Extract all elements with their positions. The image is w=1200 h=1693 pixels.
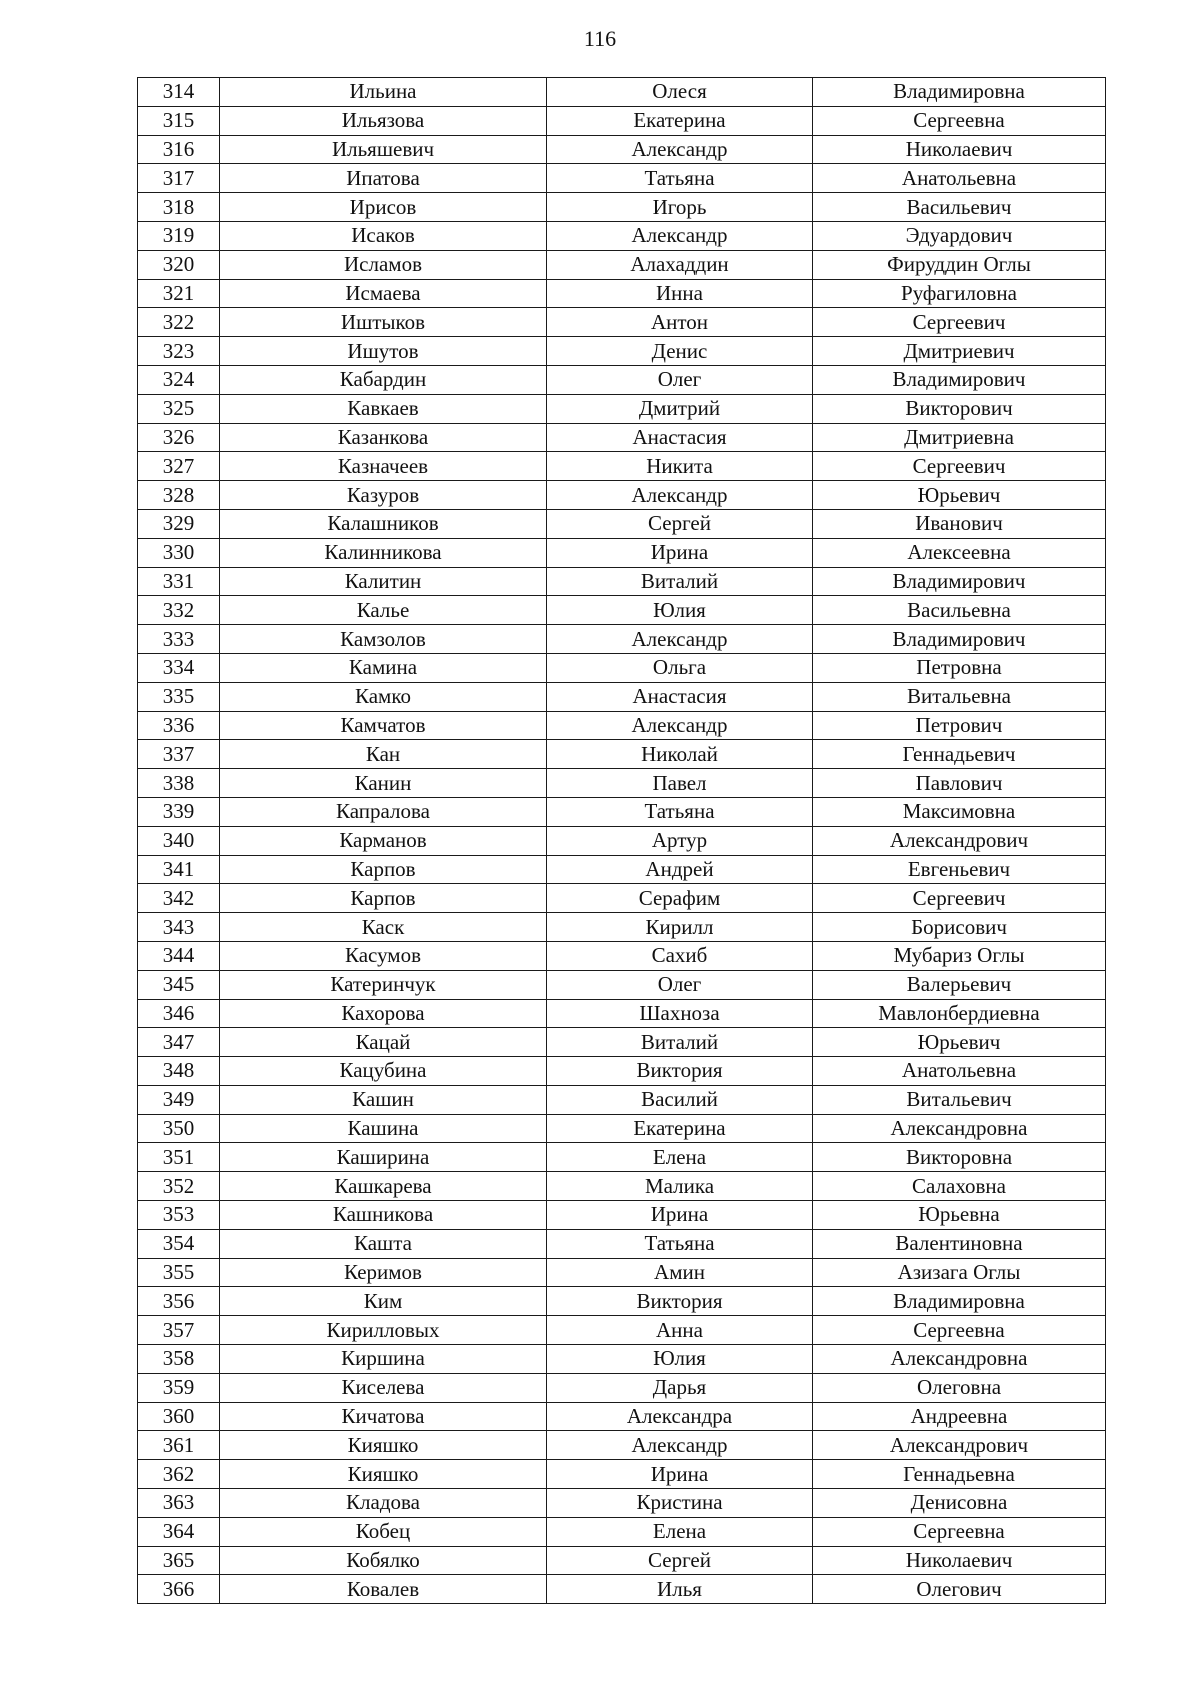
table-row bbox=[138, 509, 1106, 538]
surname-cell: Кашин bbox=[220, 1085, 547, 1114]
table-row bbox=[138, 970, 1106, 999]
surname-cell: Исламов bbox=[220, 250, 547, 279]
surname-cell: Кладова bbox=[220, 1489, 547, 1518]
surname-cell: Ильина bbox=[220, 78, 547, 107]
row-number-cell: 353 bbox=[138, 1201, 220, 1230]
patronymic-cell: Петровна bbox=[813, 653, 1106, 682]
table-row bbox=[138, 1373, 1106, 1402]
row-number-cell: 361 bbox=[138, 1431, 220, 1460]
first-name-cell: Татьяна bbox=[547, 797, 813, 826]
first-name-cell: Александра bbox=[547, 1402, 813, 1431]
surname-cell: Кичатова bbox=[220, 1402, 547, 1431]
row-number-cell: 318 bbox=[138, 193, 220, 222]
surname-cell: Камзолов bbox=[220, 625, 547, 654]
first-name-cell: Дарья bbox=[547, 1373, 813, 1402]
table-row bbox=[138, 999, 1106, 1028]
table-row bbox=[138, 596, 1106, 625]
row-number-cell: 319 bbox=[138, 221, 220, 250]
first-name-cell: Никита bbox=[547, 452, 813, 481]
row-number-cell: 323 bbox=[138, 337, 220, 366]
table-row bbox=[138, 106, 1106, 135]
table-row bbox=[138, 193, 1106, 222]
table-row bbox=[138, 682, 1106, 711]
patronymic-cell: Александровна bbox=[813, 1345, 1106, 1374]
row-number-cell: 365 bbox=[138, 1546, 220, 1575]
row-number-cell: 335 bbox=[138, 682, 220, 711]
row-number-cell: 356 bbox=[138, 1287, 220, 1316]
surname-cell: Катеринчук bbox=[220, 970, 547, 999]
table-row bbox=[138, 1517, 1106, 1546]
surname-cell: Каширина bbox=[220, 1143, 547, 1172]
first-name-cell: Татьяна bbox=[547, 1229, 813, 1258]
surname-cell: Казанкова bbox=[220, 423, 547, 452]
roster-body bbox=[138, 78, 1106, 1604]
first-name-cell: Олег bbox=[547, 365, 813, 394]
first-name-cell: Малика bbox=[547, 1172, 813, 1201]
surname-cell: Иштыков bbox=[220, 308, 547, 337]
table-row bbox=[138, 1114, 1106, 1143]
first-name-cell: Ирина bbox=[547, 538, 813, 567]
row-number-cell: 340 bbox=[138, 826, 220, 855]
table-row bbox=[138, 1489, 1106, 1518]
table-row bbox=[138, 797, 1106, 826]
table-row bbox=[138, 221, 1106, 250]
surname-cell: Кахорова bbox=[220, 999, 547, 1028]
table-row bbox=[138, 1057, 1106, 1086]
table-row bbox=[138, 1229, 1106, 1258]
row-number-cell: 338 bbox=[138, 769, 220, 798]
surname-cell: Ирисов bbox=[220, 193, 547, 222]
row-number-cell: 354 bbox=[138, 1229, 220, 1258]
surname-cell: Карпов bbox=[220, 884, 547, 913]
table-row bbox=[138, 826, 1106, 855]
surname-cell: Кобец bbox=[220, 1517, 547, 1546]
table-row bbox=[138, 1028, 1106, 1057]
patronymic-cell: Александрович bbox=[813, 1431, 1106, 1460]
patronymic-cell: Владимировна bbox=[813, 78, 1106, 107]
surname-cell: Касумов bbox=[220, 941, 547, 970]
row-number-cell: 339 bbox=[138, 797, 220, 826]
patronymic-cell: Сергеевич bbox=[813, 884, 1106, 913]
surname-cell: Казуров bbox=[220, 481, 547, 510]
patronymic-cell: Васильевич bbox=[813, 193, 1106, 222]
patronymic-cell: Юрьевич bbox=[813, 481, 1106, 510]
patronymic-cell: Сергеевич bbox=[813, 308, 1106, 337]
patronymic-cell: Васильевна bbox=[813, 596, 1106, 625]
first-name-cell: Елена bbox=[547, 1143, 813, 1172]
row-number-cell: 316 bbox=[138, 135, 220, 164]
patronymic-cell: Викторовна bbox=[813, 1143, 1106, 1172]
patronymic-cell: Геннадьевич bbox=[813, 740, 1106, 769]
surname-cell: Камина bbox=[220, 653, 547, 682]
first-name-cell: Александр bbox=[547, 221, 813, 250]
row-number-cell: 320 bbox=[138, 250, 220, 279]
row-number-cell: 314 bbox=[138, 78, 220, 107]
patronymic-cell: Николаевич bbox=[813, 1546, 1106, 1575]
row-number-cell: 350 bbox=[138, 1114, 220, 1143]
roster-table bbox=[137, 77, 1106, 1604]
row-number-cell: 362 bbox=[138, 1460, 220, 1489]
row-number-cell: 342 bbox=[138, 884, 220, 913]
row-number-cell: 317 bbox=[138, 164, 220, 193]
table-row bbox=[138, 653, 1106, 682]
patronymic-cell: Мавлонбердиевна bbox=[813, 999, 1106, 1028]
patronymic-cell: Иванович bbox=[813, 509, 1106, 538]
patronymic-cell: Геннадьевна bbox=[813, 1460, 1106, 1489]
surname-cell: Калинникова bbox=[220, 538, 547, 567]
first-name-cell: Николай bbox=[547, 740, 813, 769]
first-name-cell: Ольга bbox=[547, 653, 813, 682]
table-row bbox=[138, 567, 1106, 596]
surname-cell: Кобялко bbox=[220, 1546, 547, 1575]
first-name-cell: Андрей bbox=[547, 855, 813, 884]
patronymic-cell: Борисович bbox=[813, 913, 1106, 942]
row-number-cell: 337 bbox=[138, 740, 220, 769]
row-number-cell: 328 bbox=[138, 481, 220, 510]
row-number-cell: 315 bbox=[138, 106, 220, 135]
row-number-cell: 364 bbox=[138, 1517, 220, 1546]
first-name-cell: Сергей bbox=[547, 1546, 813, 1575]
table-row bbox=[138, 452, 1106, 481]
first-name-cell: Сахиб bbox=[547, 941, 813, 970]
first-name-cell: Ирина bbox=[547, 1460, 813, 1489]
patronymic-cell: Максимовна bbox=[813, 797, 1106, 826]
surname-cell: Ким bbox=[220, 1287, 547, 1316]
patronymic-cell: Эдуардович bbox=[813, 221, 1106, 250]
surname-cell: Калье bbox=[220, 596, 547, 625]
first-name-cell: Александр bbox=[547, 481, 813, 510]
first-name-cell: Александр bbox=[547, 625, 813, 654]
row-number-cell: 352 bbox=[138, 1172, 220, 1201]
table-row bbox=[138, 625, 1106, 654]
surname-cell: Ишутов bbox=[220, 337, 547, 366]
row-number-cell: 327 bbox=[138, 452, 220, 481]
table-row bbox=[138, 250, 1106, 279]
surname-cell: Киселева bbox=[220, 1373, 547, 1402]
first-name-cell: Юлия bbox=[547, 596, 813, 625]
patronymic-cell: Сергеевич bbox=[813, 452, 1106, 481]
table-row bbox=[138, 1316, 1106, 1345]
table-row bbox=[138, 884, 1106, 913]
row-number-cell: 351 bbox=[138, 1143, 220, 1172]
row-number-cell: 355 bbox=[138, 1258, 220, 1287]
row-number-cell: 345 bbox=[138, 970, 220, 999]
first-name-cell: Александр bbox=[547, 711, 813, 740]
table-row bbox=[138, 164, 1106, 193]
row-number-cell: 336 bbox=[138, 711, 220, 740]
row-number-cell: 349 bbox=[138, 1085, 220, 1114]
patronymic-cell: Анатольевна bbox=[813, 164, 1106, 193]
patronymic-cell: Юрьевич bbox=[813, 1028, 1106, 1057]
table-row bbox=[138, 855, 1106, 884]
first-name-cell: Екатерина bbox=[547, 1114, 813, 1143]
surname-cell: Кавкаев bbox=[220, 394, 547, 423]
first-name-cell: Анастасия bbox=[547, 682, 813, 711]
row-number-cell: 326 bbox=[138, 423, 220, 452]
table-row bbox=[138, 365, 1106, 394]
row-number-cell: 324 bbox=[138, 365, 220, 394]
surname-cell: Карманов bbox=[220, 826, 547, 855]
first-name-cell: Виктория bbox=[547, 1057, 813, 1086]
first-name-cell: Анастасия bbox=[547, 423, 813, 452]
row-number-cell: 348 bbox=[138, 1057, 220, 1086]
table-row bbox=[138, 1143, 1106, 1172]
row-number-cell: 359 bbox=[138, 1373, 220, 1402]
table-row bbox=[138, 913, 1106, 942]
patronymic-cell: Владимирович bbox=[813, 567, 1106, 596]
surname-cell: Кияшко bbox=[220, 1431, 547, 1460]
table-row bbox=[138, 1085, 1106, 1114]
surname-cell: Ильязова bbox=[220, 106, 547, 135]
first-name-cell: Анна bbox=[547, 1316, 813, 1345]
patronymic-cell: Владимирович bbox=[813, 625, 1106, 654]
patronymic-cell: Александровна bbox=[813, 1114, 1106, 1143]
row-number-cell: 357 bbox=[138, 1316, 220, 1345]
patronymic-cell: Сергеевна bbox=[813, 1316, 1106, 1345]
first-name-cell: Инна bbox=[547, 279, 813, 308]
surname-cell: Камчатов bbox=[220, 711, 547, 740]
row-number-cell: 322 bbox=[138, 308, 220, 337]
surname-cell: Кабардин bbox=[220, 365, 547, 394]
surname-cell: Ильяшевич bbox=[220, 135, 547, 164]
patronymic-cell: Алексеевна bbox=[813, 538, 1106, 567]
surname-cell: Каск bbox=[220, 913, 547, 942]
surname-cell: Кан bbox=[220, 740, 547, 769]
patronymic-cell: Дмитриевич bbox=[813, 337, 1106, 366]
first-name-cell: Павел bbox=[547, 769, 813, 798]
patronymic-cell: Владимирович bbox=[813, 365, 1106, 394]
surname-cell: Ипатова bbox=[220, 164, 547, 193]
first-name-cell: Татьяна bbox=[547, 164, 813, 193]
first-name-cell: Виктория bbox=[547, 1287, 813, 1316]
first-name-cell: Юлия bbox=[547, 1345, 813, 1374]
surname-cell: Камко bbox=[220, 682, 547, 711]
surname-cell: Кашта bbox=[220, 1229, 547, 1258]
row-number-cell: 344 bbox=[138, 941, 220, 970]
first-name-cell: Алахаддин bbox=[547, 250, 813, 279]
surname-cell: Канин bbox=[220, 769, 547, 798]
table-row bbox=[138, 1172, 1106, 1201]
table-row bbox=[138, 308, 1106, 337]
table-row bbox=[138, 1575, 1106, 1604]
row-number-cell: 334 bbox=[138, 653, 220, 682]
patronymic-cell: Юрьевна bbox=[813, 1201, 1106, 1230]
surname-cell: Капралова bbox=[220, 797, 547, 826]
patronymic-cell: Андреевна bbox=[813, 1402, 1106, 1431]
surname-cell: Кашкарева bbox=[220, 1172, 547, 1201]
row-number-cell: 331 bbox=[138, 567, 220, 596]
table-row bbox=[138, 1402, 1106, 1431]
table-row bbox=[138, 481, 1106, 510]
patronymic-cell: Олегович bbox=[813, 1575, 1106, 1604]
patronymic-cell: Руфагиловна bbox=[813, 279, 1106, 308]
table-row bbox=[138, 769, 1106, 798]
table-row bbox=[138, 1345, 1106, 1374]
first-name-cell: Виталий bbox=[547, 567, 813, 596]
first-name-cell: Дмитрий bbox=[547, 394, 813, 423]
table-row bbox=[138, 711, 1106, 740]
patronymic-cell: Павлович bbox=[813, 769, 1106, 798]
surname-cell: Киршина bbox=[220, 1345, 547, 1374]
row-number-cell: 330 bbox=[138, 538, 220, 567]
table-row bbox=[138, 1201, 1106, 1230]
patronymic-cell: Фируддин Оглы bbox=[813, 250, 1106, 279]
row-number-cell: 333 bbox=[138, 625, 220, 654]
table-row bbox=[138, 1287, 1106, 1316]
first-name-cell: Елена bbox=[547, 1517, 813, 1546]
row-number-cell: 332 bbox=[138, 596, 220, 625]
patronymic-cell: Сергеевна bbox=[813, 106, 1106, 135]
table-row bbox=[138, 423, 1106, 452]
surname-cell: Кирилловых bbox=[220, 1316, 547, 1345]
first-name-cell: Виталий bbox=[547, 1028, 813, 1057]
patronymic-cell: Петрович bbox=[813, 711, 1106, 740]
row-number-cell: 346 bbox=[138, 999, 220, 1028]
table-row bbox=[138, 941, 1106, 970]
patronymic-cell: Анатольевна bbox=[813, 1057, 1106, 1086]
surname-cell: Ковалев bbox=[220, 1575, 547, 1604]
patronymic-cell: Евгеньевич bbox=[813, 855, 1106, 884]
table-row bbox=[138, 135, 1106, 164]
table-row bbox=[138, 394, 1106, 423]
patronymic-cell: Азизага Оглы bbox=[813, 1258, 1106, 1287]
table-row bbox=[138, 1546, 1106, 1575]
patronymic-cell: Дмитриевна bbox=[813, 423, 1106, 452]
surname-cell: Кашникова bbox=[220, 1201, 547, 1230]
table-row bbox=[138, 279, 1106, 308]
first-name-cell: Кирилл bbox=[547, 913, 813, 942]
row-number-cell: 329 bbox=[138, 509, 220, 538]
page-number: 116 bbox=[583, 26, 617, 51]
row-number-cell: 325 bbox=[138, 394, 220, 423]
first-name-cell: Артур bbox=[547, 826, 813, 855]
first-name-cell: Василий bbox=[547, 1085, 813, 1114]
first-name-cell: Екатерина bbox=[547, 106, 813, 135]
surname-cell: Карпов bbox=[220, 855, 547, 884]
patronymic-cell: Владимировна bbox=[813, 1287, 1106, 1316]
row-number-cell: 366 bbox=[138, 1575, 220, 1604]
table-row bbox=[138, 1431, 1106, 1460]
surname-cell: Кияшко bbox=[220, 1460, 547, 1489]
first-name-cell: Олеся bbox=[547, 78, 813, 107]
first-name-cell: Ирина bbox=[547, 1201, 813, 1230]
surname-cell: Кашина bbox=[220, 1114, 547, 1143]
patronymic-cell: Валентиновна bbox=[813, 1229, 1106, 1258]
patronymic-cell: Витальевна bbox=[813, 682, 1106, 711]
patronymic-cell: Валерьевич bbox=[813, 970, 1106, 999]
first-name-cell: Александр bbox=[547, 135, 813, 164]
first-name-cell: Серафим bbox=[547, 884, 813, 913]
first-name-cell: Олег bbox=[547, 970, 813, 999]
row-number-cell: 341 bbox=[138, 855, 220, 884]
first-name-cell: Сергей bbox=[547, 509, 813, 538]
table-row bbox=[138, 78, 1106, 107]
row-number-cell: 347 bbox=[138, 1028, 220, 1057]
first-name-cell: Кристина bbox=[547, 1489, 813, 1518]
first-name-cell: Илья bbox=[547, 1575, 813, 1604]
table-row bbox=[138, 1258, 1106, 1287]
row-number-cell: 360 bbox=[138, 1402, 220, 1431]
first-name-cell: Александр bbox=[547, 1431, 813, 1460]
surname-cell: Кацай bbox=[220, 1028, 547, 1057]
first-name-cell: Игорь bbox=[547, 193, 813, 222]
surname-cell: Кацубина bbox=[220, 1057, 547, 1086]
surname-cell: Калитин bbox=[220, 567, 547, 596]
patronymic-cell: Олеговна bbox=[813, 1373, 1106, 1402]
patronymic-cell: Александрович bbox=[813, 826, 1106, 855]
patronymic-cell: Сергеевна bbox=[813, 1517, 1106, 1546]
patronymic-cell: Николаевич bbox=[813, 135, 1106, 164]
surname-cell: Исмаева bbox=[220, 279, 547, 308]
row-number-cell: 358 bbox=[138, 1345, 220, 1374]
first-name-cell: Амин bbox=[547, 1258, 813, 1287]
surname-cell: Казначеев bbox=[220, 452, 547, 481]
row-number-cell: 363 bbox=[138, 1489, 220, 1518]
patronymic-cell: Салаховна bbox=[813, 1172, 1106, 1201]
table-row bbox=[138, 1460, 1106, 1489]
first-name-cell: Антон bbox=[547, 308, 813, 337]
surname-cell: Исаков bbox=[220, 221, 547, 250]
table-row bbox=[138, 337, 1106, 366]
patronymic-cell: Викторович bbox=[813, 394, 1106, 423]
first-name-cell: Шахноза bbox=[547, 999, 813, 1028]
surname-cell: Калашников bbox=[220, 509, 547, 538]
patronymic-cell: Денисовна bbox=[813, 1489, 1106, 1518]
row-number-cell: 321 bbox=[138, 279, 220, 308]
first-name-cell: Денис bbox=[547, 337, 813, 366]
table-row bbox=[138, 538, 1106, 567]
table-row bbox=[138, 740, 1106, 769]
surname-cell: Керимов bbox=[220, 1258, 547, 1287]
row-number-cell: 343 bbox=[138, 913, 220, 942]
patronymic-cell: Мубариз Оглы bbox=[813, 941, 1106, 970]
patronymic-cell: Витальевич bbox=[813, 1085, 1106, 1114]
